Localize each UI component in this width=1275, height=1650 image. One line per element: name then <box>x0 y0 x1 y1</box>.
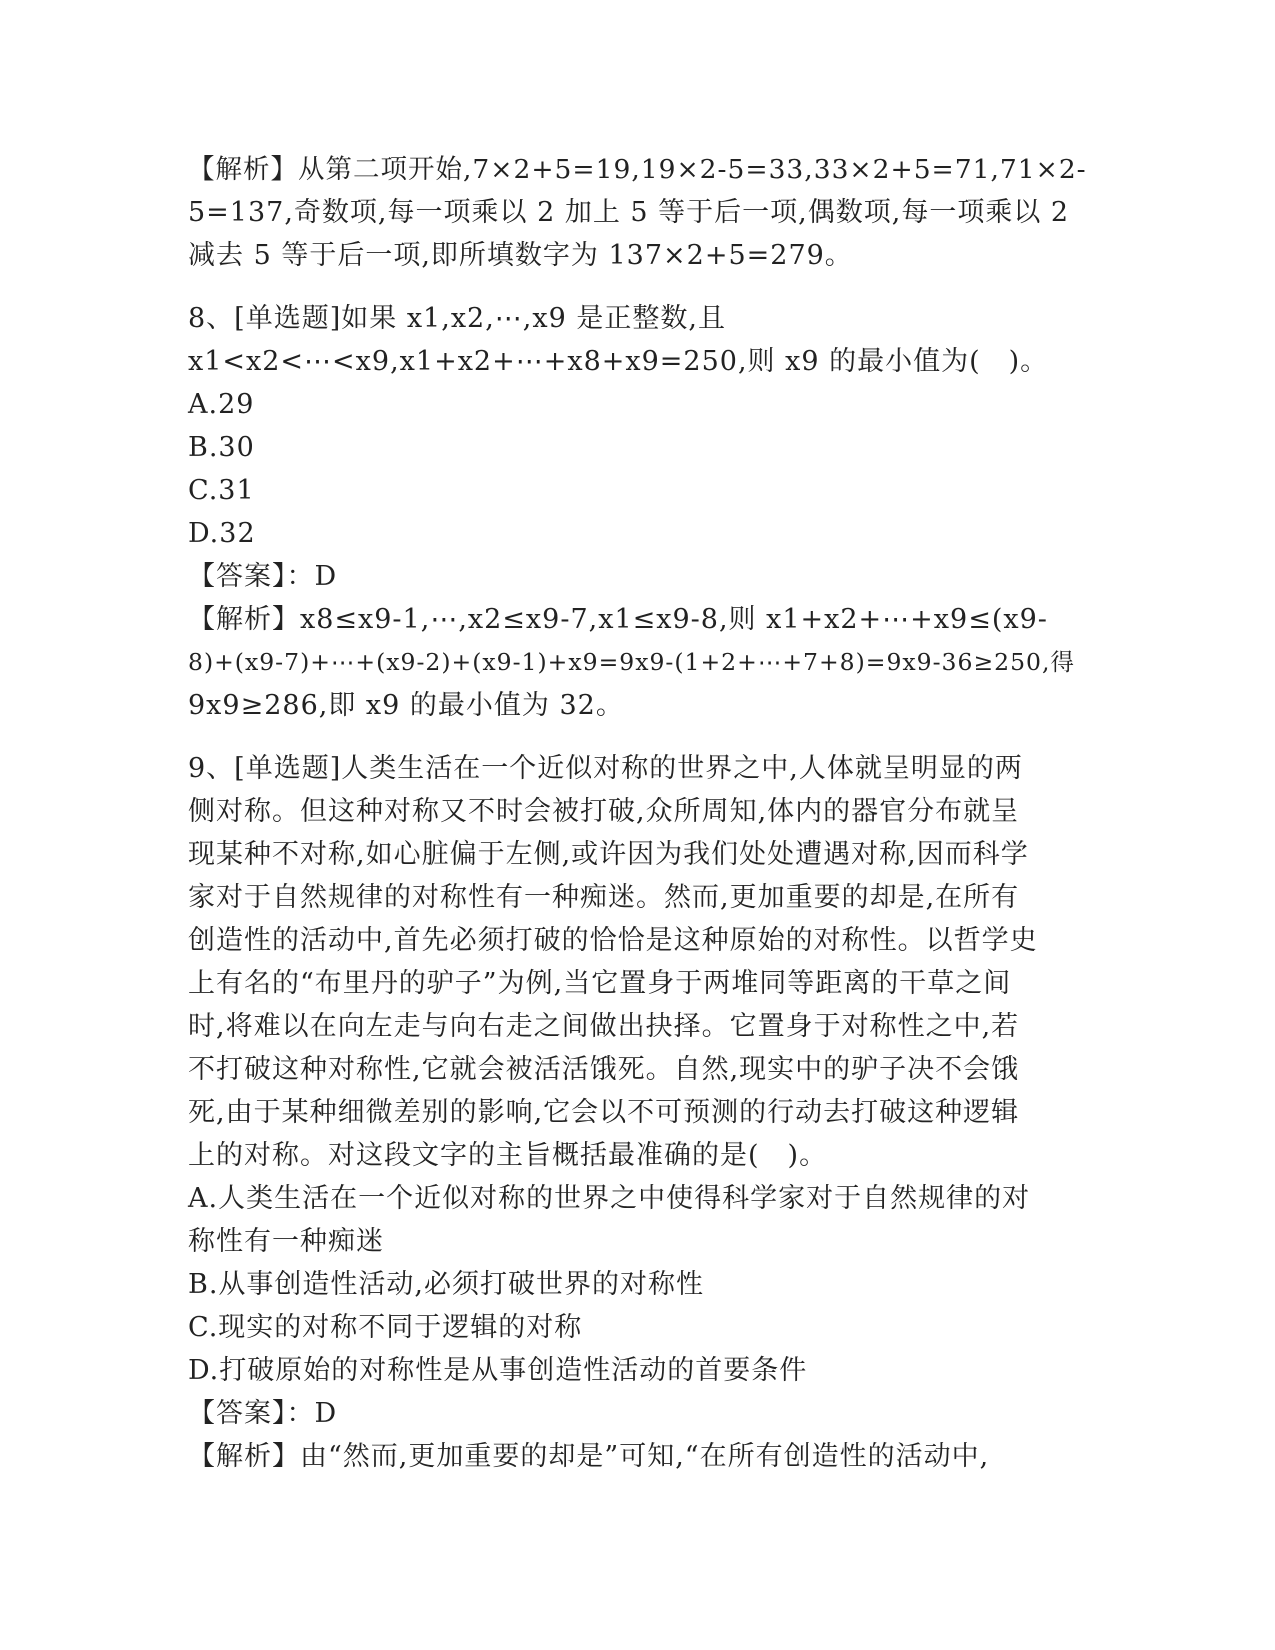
document-content <box>188 148 1088 1478</box>
q8-option-a: A.29 <box>188 389 255 420</box>
q7-analysis-line: 5=137,奇数项,每一项乘以 2 加上 5 等于后一项,偶数项,每一项乘以 2 <box>188 197 1070 228</box>
q9-question-line: 创造性的活动中,首先必须打破的恰恰是这种原始的对称性。以哲学史 <box>188 925 1038 956</box>
q8-analysis-line: 9x9≥286,即 x9 的最小值为 32。 <box>188 690 624 721</box>
q9-question-line: 现某种不对称,如心脏偏于左侧,或许因为我们处处遭遇对称,因而科学 <box>188 839 1029 870</box>
q8-option-c: C.31 <box>188 475 255 506</box>
q9-question-line: 家对于自然规律的对称性有一种痴迷。然而,更加重要的却是,在所有 <box>188 882 1020 913</box>
q8-option-d: D.32 <box>188 518 256 549</box>
q9-question-line: 死,由于某种细微差别的影响,它会以不可预测的行动去打破这种逻辑 <box>188 1097 1020 1128</box>
q9-question-line: 9、[单选题]人类生活在一个近似对称的世界之中,人体就呈明显的两 <box>188 753 1023 784</box>
q9-answer: 【答案】：D <box>188 1398 338 1429</box>
q8-analysis-line: 【解析】x8≤x9-1,⋯,x2≤x9-7,x1≤x9-8,则 x1+x2+⋯+x9≤(x9- <box>188 604 1048 635</box>
q9-option-c: C.现实的对称不同于逻辑的对称 <box>188 1312 583 1343</box>
q9-question-line: 上有名的“布里丹的驴子”为例,当它置身于两堆同等距离的干草之间 <box>188 968 1012 999</box>
q9-question-line: 上的对称。对这段文字的主旨概括最准确的是( )。 <box>188 1140 828 1171</box>
q9-question-line: 侧对称。但这种对称又不时会被打破,众所周知,体内的器官分布就呈 <box>188 796 1020 827</box>
question-9 <box>188 747 1088 1478</box>
q7-analysis-line: 【解析】从第二项开始,7×2+5=19,19×2-5=33,33×2+5=71,71×2- <box>188 154 1087 185</box>
q9-question-line: 不打破这种对称性,它就会被活活饿死。自然,现实中的驴子决不会饿 <box>188 1054 1020 1085</box>
q7-analysis-line: 减去 5 等于后一项,即所填数字为 137×2+5=279。 <box>188 240 853 271</box>
spacer <box>188 727 1088 747</box>
q8-analysis-line: 8)+(x9-7)+⋯+(x9-2)+(x9-1)+x9=9x9-(1+2+⋯+7+8)=9x9-36≥250,得 <box>188 648 1075 676</box>
q9-option-b: B.从事创造性活动,必须打破世界的对称性 <box>188 1269 705 1300</box>
q9-option-a-cont: 称性有一种痴迷 <box>188 1226 384 1257</box>
q8-option-b: B.30 <box>188 432 255 463</box>
q8-answer: 【答案】：D <box>188 561 338 592</box>
q8-question-line: 8、[单选题]如果 x1,x2,⋯,x9 是正整数,且 <box>188 303 726 334</box>
q9-option-d: D.打破原始的对称性是从事创造性活动的首要条件 <box>188 1355 808 1386</box>
spacer <box>188 277 1088 297</box>
q9-question-line: 时,将难以在向左走与向右走之间做出抉择。它置身于对称性之中,若 <box>188 1011 1020 1042</box>
q8-question-line: x1<x2<⋯<x9,x1+x2+⋯+x8+x9=250,则 x9 的最小值为( )。 <box>188 346 1049 377</box>
q7-analysis <box>188 148 1088 277</box>
q9-option-a: A.人类生活在一个近似对称的世界之中使得科学家对于自然规律的对 <box>188 1183 1031 1214</box>
q9-analysis-line: 【解析】由“然而,更加重要的却是”可知,“在所有创造性的活动中, <box>188 1441 990 1472</box>
question-8 <box>188 297 1088 727</box>
